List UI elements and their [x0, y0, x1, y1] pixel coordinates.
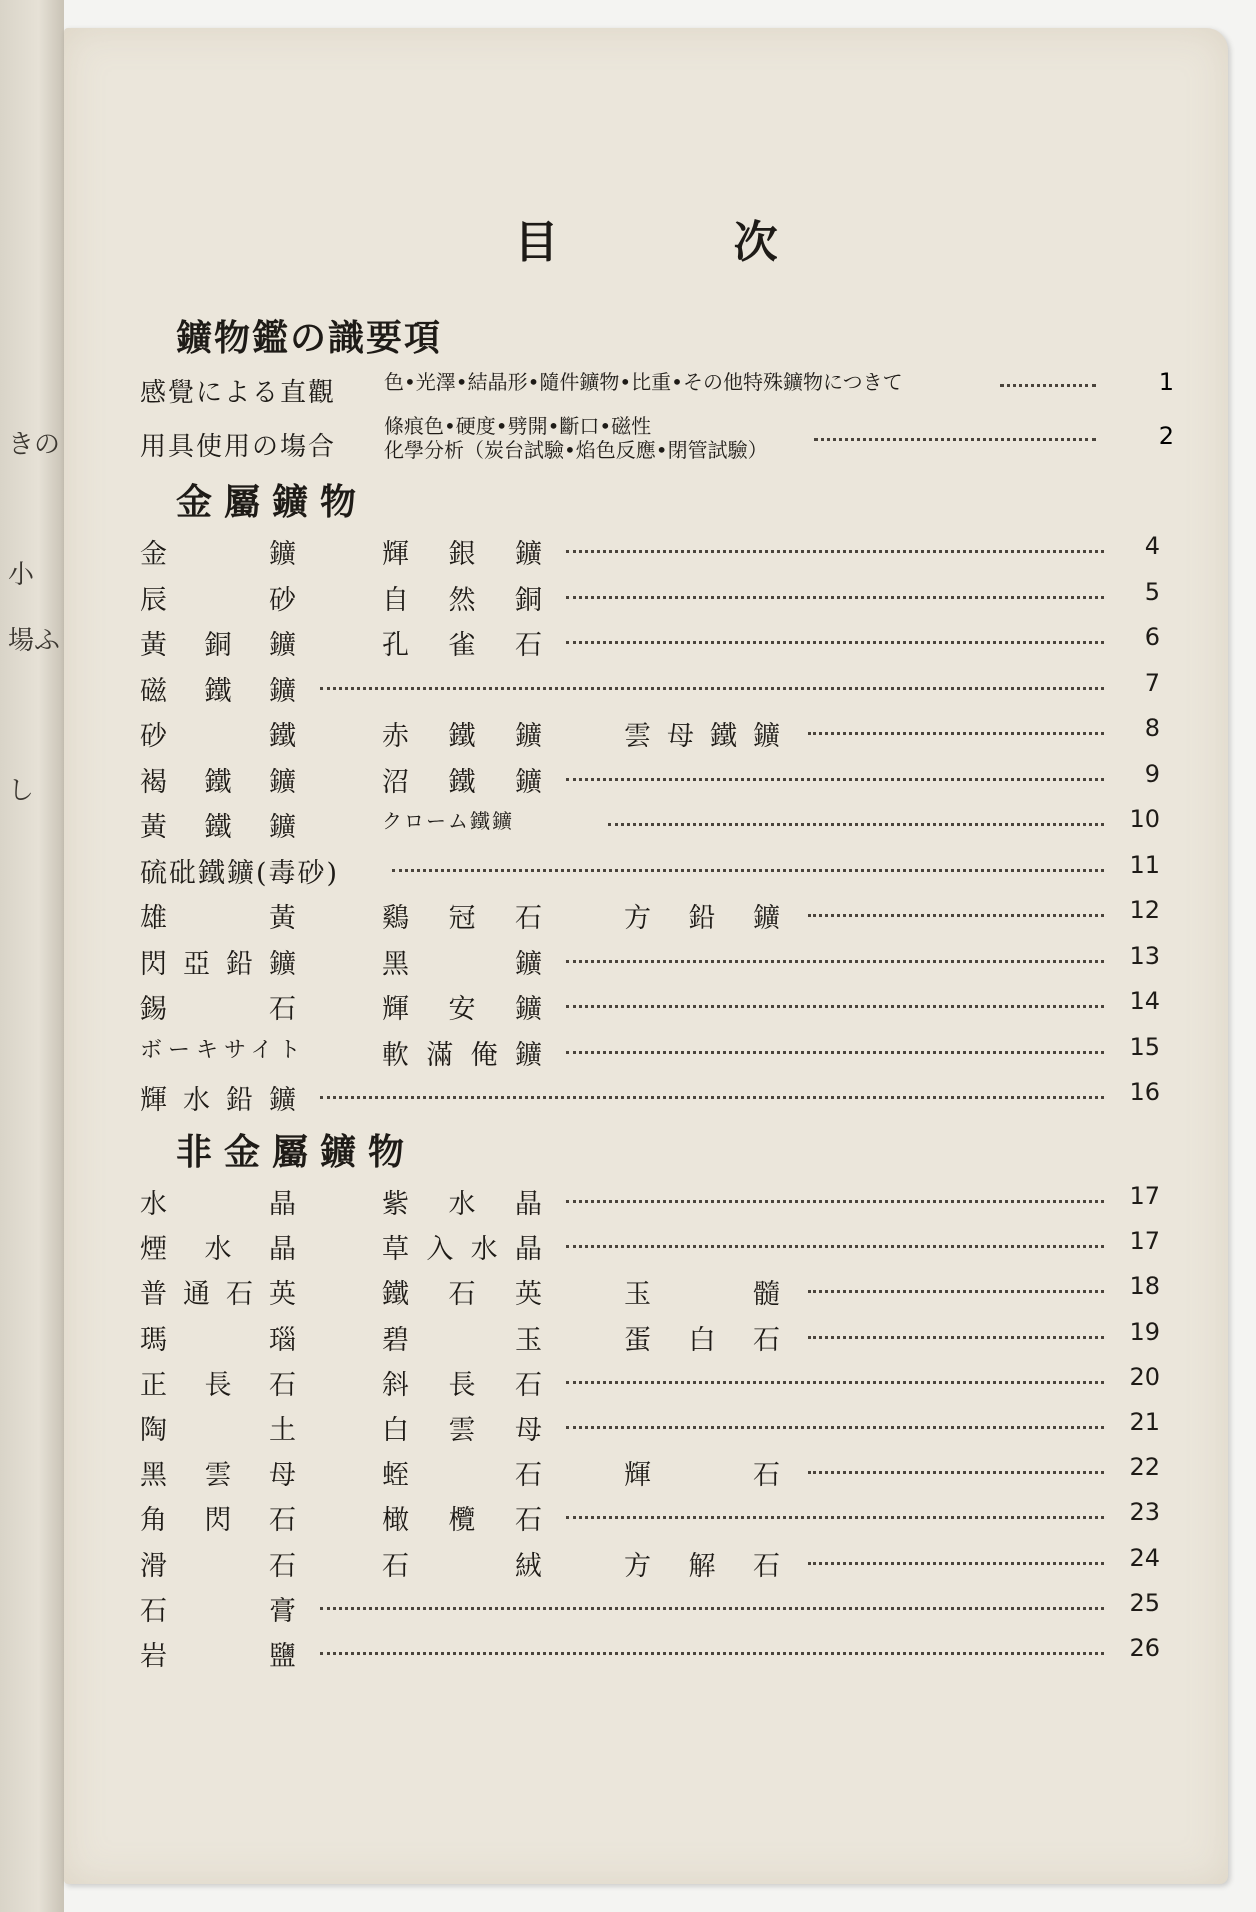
toc-row [140, 1634, 1160, 1674]
leader-dots [808, 1290, 1104, 1293]
mineral-name: 蛋 白 石 [624, 1324, 780, 1356]
page-number: 13 [1129, 941, 1160, 970]
page-number: 17 [1129, 1182, 1160, 1210]
mineral-name: 金 鑛 [140, 539, 296, 570]
leader-dots [320, 1607, 1104, 1610]
toc-row [140, 1318, 1160, 1358]
page-title: 目 次 [514, 217, 858, 268]
mineral-name: 自 然 銅 [382, 584, 542, 616]
mineral-name: 鷄 冠 石 [382, 903, 542, 934]
page-number: 26 [1129, 1634, 1160, 1662]
mineral-name: 橄 欖 石 [382, 1505, 542, 1537]
toc-row [140, 1589, 1160, 1629]
leader-dots [566, 960, 1104, 963]
leader-dots [566, 1381, 1104, 1384]
mineral-name: 褐 鐵 鑛 [140, 766, 296, 798]
toc-row [140, 1182, 1160, 1222]
page-number: 18 [1129, 1272, 1160, 1301]
mineral-name: 石 絨 [382, 1550, 542, 1582]
page-number: 23 [1129, 1498, 1160, 1527]
toc-entry-label: 感覺による直觀 [140, 378, 337, 408]
leader-dots [566, 1516, 1104, 1519]
leader-dots [808, 732, 1104, 735]
mineral-name: 沼 鐵 鑛 [382, 766, 542, 798]
mineral-name: クローム鐵鑛 [382, 809, 514, 833]
toc-row [140, 1272, 1160, 1312]
page-number: 9 [1144, 759, 1160, 788]
leader-dots [566, 550, 1104, 553]
leader-dots [566, 641, 1104, 644]
page-number: 21 [1129, 1408, 1160, 1436]
toc-row [140, 1408, 1160, 1448]
mineral-name: 錫 石 [140, 994, 296, 1025]
mineral-name: 雄 黃 [140, 903, 296, 934]
page-number: 14 [1129, 987, 1160, 1015]
mineral-name: 紫 水 晶 [382, 1189, 542, 1220]
page-number: 19 [1129, 1317, 1160, 1346]
toc-row [140, 1078, 1160, 1118]
mineral-name: 方 鉛 鑛 [624, 903, 780, 934]
mineral-name: 斜 長 石 [382, 1369, 542, 1401]
prev-page-fragment: きの [8, 430, 61, 460]
toc-row [140, 578, 1160, 618]
page-number: 22 [1129, 1453, 1160, 1482]
mineral-name: 瑪 瑙 [140, 1324, 296, 1356]
leader-dots [320, 687, 1104, 690]
mineral-name: 正 長 石 [140, 1369, 296, 1401]
toc-row [140, 851, 1160, 891]
toc-row [140, 896, 1160, 936]
page-number: 15 [1129, 1032, 1160, 1061]
mineral-name: 砂 鐵 [140, 721, 296, 752]
mineral-name: 辰 砂 [140, 584, 296, 616]
prev-page-fragment: し [8, 776, 35, 806]
page-number: 25 [1129, 1588, 1160, 1617]
mineral-name: 草 入 水 晶 [382, 1234, 542, 1266]
toc-row [140, 1033, 1160, 1073]
mineral-name: ボーキサイト [140, 1037, 307, 1063]
mineral-name: 水 晶 [140, 1189, 296, 1220]
page-number: 2 [1158, 422, 1174, 450]
toc-row [140, 805, 1160, 845]
mineral-name: 石 膏 [140, 1595, 296, 1627]
mineral-name: 方 解 石 [624, 1550, 780, 1582]
leader-dots [566, 1245, 1104, 1248]
mineral-name: 赤 鐵 鑛 [382, 721, 542, 752]
page-number: 12 [1129, 896, 1160, 924]
mineral-name: 滑 石 [140, 1550, 296, 1582]
leader-dots [320, 1652, 1104, 1655]
toc-entry-desc: 色•光澤•結晶形•隨件鑛物•比重•その他特殊鑛物につきて [384, 370, 903, 394]
toc-row [140, 714, 1160, 754]
mineral-name: 閃 亞 鉛 鑛 [140, 948, 296, 980]
page-number: 20 [1129, 1362, 1160, 1391]
page-number: 10 [1129, 805, 1160, 833]
prev-page-fragment: 場ふ [8, 626, 61, 656]
leader-dots [808, 1471, 1104, 1474]
section-heading: 鑛物鑑の識要項 [176, 317, 443, 359]
leader-dots [814, 438, 1096, 441]
mineral-name: 黃 銅 鑛 [140, 630, 296, 661]
section-heading: 非金屬鑛物 [176, 1131, 417, 1173]
toc-row [140, 1227, 1160, 1267]
mineral-name: 輝 水 鉛 鑛 [140, 1085, 296, 1116]
page-number: 16 [1129, 1078, 1160, 1106]
page-number: 4 [1144, 532, 1160, 560]
toc-row [140, 1544, 1160, 1584]
toc-row [140, 1498, 1160, 1538]
mineral-name: 孔 雀 石 [382, 630, 542, 661]
mineral-name: 岩 鹽 [140, 1641, 296, 1672]
page-number: 1 [1158, 368, 1174, 396]
mineral-name: 輝 銀 鑛 [382, 539, 542, 570]
mineral-name: 陶 土 [140, 1415, 296, 1446]
leader-dots [566, 596, 1104, 599]
leader-dots [566, 1200, 1104, 1203]
leader-dots [392, 869, 1104, 872]
mineral-name: 鐵 石 英 [382, 1279, 542, 1311]
mineral-name: 普 通 石 英 [140, 1279, 296, 1311]
leader-dots [566, 1426, 1104, 1429]
leader-dots [808, 1336, 1104, 1339]
mineral-name: 碧 玉 [382, 1324, 542, 1356]
mineral-name: 白 雲 母 [382, 1415, 542, 1446]
mineral-name: 蛭 石 [382, 1460, 542, 1492]
leader-dots [808, 914, 1104, 917]
leader-dots [808, 1562, 1104, 1565]
page-number: 11 [1129, 850, 1160, 879]
toc-entry-desc: 化學分析（炭台試驗•焰色反應•閉管試驗） [384, 438, 768, 462]
toc-entry-label: 用具使用の塲合 [140, 432, 337, 462]
mineral-name: 玉 髓 [624, 1279, 780, 1311]
leader-dots [1000, 384, 1096, 387]
mineral-name: 硫砒鐵鑛(毒砂) [140, 857, 340, 889]
toc-row [140, 1363, 1160, 1403]
mineral-name: 黑 雲 母 [140, 1460, 296, 1492]
page-number: 17 [1129, 1227, 1160, 1256]
mineral-name: 角 閃 石 [140, 1505, 296, 1537]
previous-page-edge [0, 0, 64, 1912]
toc-row [140, 942, 1160, 982]
toc-row [140, 669, 1160, 709]
mineral-name: 輝 石 [624, 1460, 780, 1492]
leader-dots [320, 1096, 1104, 1099]
toc-entry-desc: 條痕色•硬度•劈開•斷口•磁性 [384, 414, 652, 438]
mineral-name: 磁 鐵 鑛 [140, 675, 296, 707]
toc-row [140, 1453, 1160, 1493]
mineral-name: 黑 鑛 [382, 948, 542, 980]
mineral-name: 煙 水 晶 [140, 1234, 296, 1266]
mineral-name: 黃 鐵 鑛 [140, 812, 296, 843]
page-number: 5 [1144, 577, 1160, 606]
toc-row [140, 760, 1160, 800]
page-number: 6 [1144, 623, 1160, 651]
toc-row [140, 623, 1160, 663]
page-number: 24 [1129, 1543, 1160, 1572]
toc-row [140, 987, 1160, 1027]
mineral-name: 雲 母 鐵 鑛 [624, 721, 780, 752]
page-number: 7 [1144, 668, 1160, 697]
leader-dots [566, 778, 1104, 781]
toc-row [140, 532, 1160, 572]
leader-dots [566, 1051, 1104, 1054]
leader-dots [608, 823, 1104, 826]
prev-page-fragment: 小 [8, 560, 35, 590]
section-heading: 金屬鑛物 [176, 481, 369, 523]
book-page [64, 28, 1228, 1884]
mineral-name: 軟 滿 俺 鑛 [382, 1039, 542, 1071]
page-number: 8 [1144, 714, 1160, 742]
mineral-name: 輝 安 鑛 [382, 994, 542, 1025]
leader-dots [566, 1005, 1104, 1008]
